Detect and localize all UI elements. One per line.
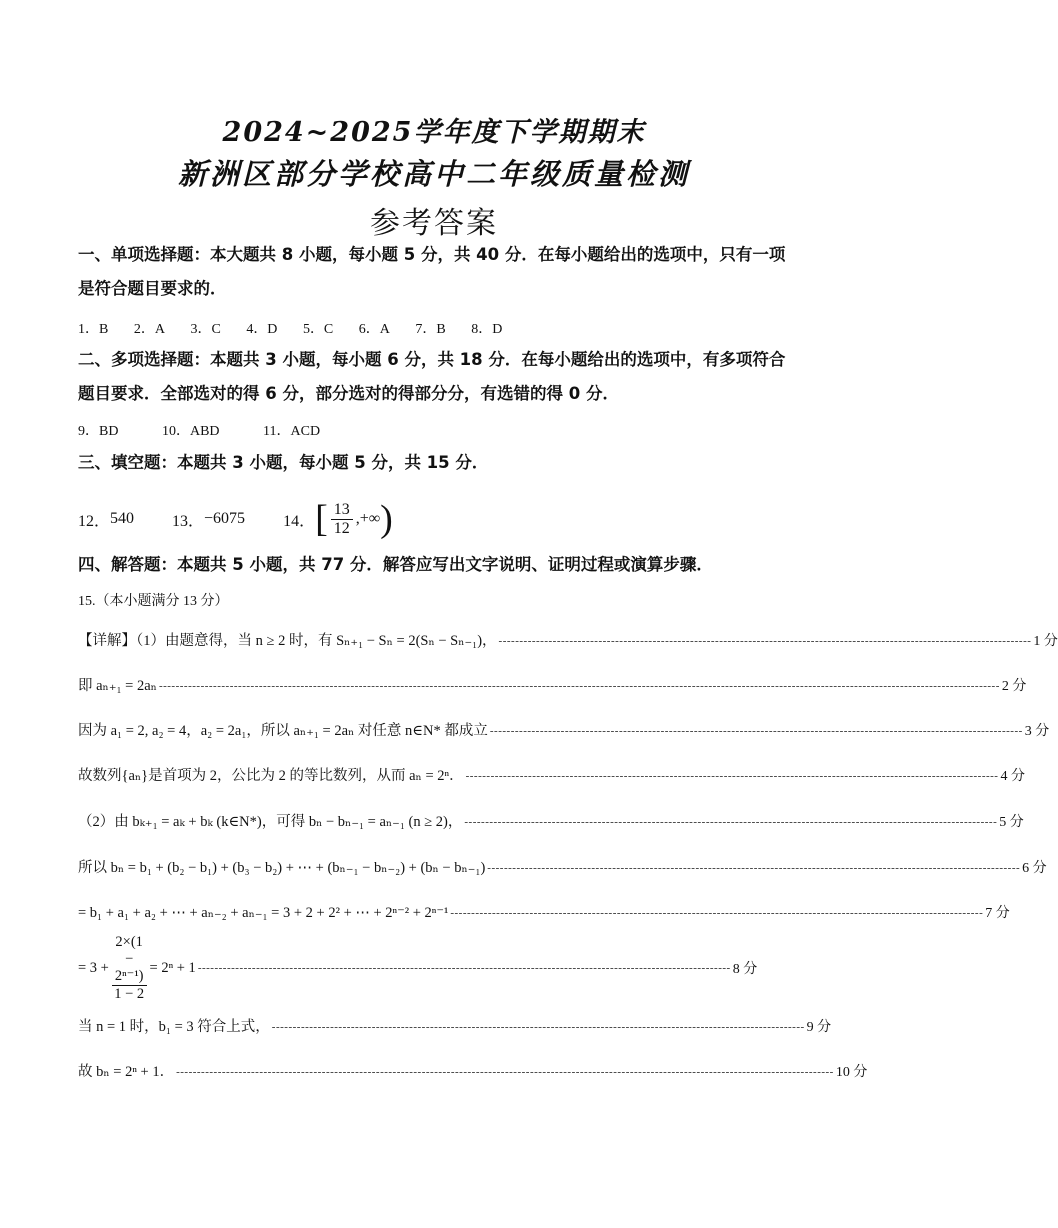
answer-14-denominator: 12 xyxy=(333,519,350,537)
solution-step-1 xyxy=(78,628,1058,650)
answer-14-label: 14． xyxy=(283,512,316,530)
section4-heading: 四、解答题：本题共 5 小题，共 77 分．解答应写出文字说明、证明过程或演算步骤． xyxy=(78,555,713,574)
step-text: 即 aₙ₊₁ = 2aₙ xyxy=(78,678,157,694)
step-score: 9 分 xyxy=(806,1020,832,1035)
answer-11: 11．ACD xyxy=(263,424,321,439)
step-text: = b₁ + a₁ + a₂ + ⋯ + aₙ₋₂ + aₙ₋₁ = 3 + 2 + 2² + ⋯ + 2ⁿ⁻² + 2ⁿ⁻¹ xyxy=(78,905,449,921)
answer-5: 5．C xyxy=(302,322,334,337)
step-score: 2 分 xyxy=(1001,679,1027,694)
step-text: 当 n = 1 时，b₁ = 3 符合上式， xyxy=(78,1019,270,1035)
solution-step-6 xyxy=(78,855,1047,877)
answer-7: 7．B xyxy=(415,322,446,337)
fraction-denominator: 1 − 2 xyxy=(114,985,145,1002)
section3-answers xyxy=(78,500,393,538)
solution-step-4 xyxy=(78,763,1025,785)
step-score: 5 分 xyxy=(999,815,1024,830)
answer-4: 4．D xyxy=(246,322,278,337)
leader-dashes: -------------------------------------------------------------------------------------------------------------------------------- xyxy=(271,1021,805,1033)
left-bracket-icon: [ xyxy=(315,498,328,540)
step-text: 因为 a₁ = 2, a₂ = 4，a₂ = 2a₁，所以 aₙ₊₁ = 2aₙ 对任意 n∈N* 都成立 xyxy=(78,723,488,739)
answer-3: 3．C xyxy=(190,322,221,337)
answer-13-label: 13． xyxy=(172,512,205,530)
answer-14-fraction xyxy=(331,501,353,538)
step-text: （2）由 bₖ₊₁ = aₖ + bₖ (k∈N*)，可得 bₙ − bₙ₋₁ = aₙ₋₁ (n ≥ 2)， xyxy=(78,814,463,830)
step-score: 1 分 xyxy=(1033,634,1058,649)
step-score: 4 分 xyxy=(1000,769,1025,784)
step-text: 所以 bₙ = b₁ + (b₂ − b₁) + (b₃ − b₂) + ⋯ + (bₙ₋₁ − bₙ₋₂) + (bₙ − bₙ₋₁) xyxy=(78,860,486,876)
solution-step-7 xyxy=(78,900,1010,922)
leader-dashes: -------------------------------------------------------------------------------------------------------------------------------- xyxy=(450,907,984,919)
section3-heading: 三、填空题：本题共 3 小题，每小题 5 分，共 15 分． xyxy=(78,453,489,472)
step-score: 8 分 xyxy=(732,962,758,977)
answer-12: 540 xyxy=(110,510,135,527)
step-score: 10 分 xyxy=(835,1065,868,1080)
fraction-numerator: 2×(1 − 2ⁿ⁻¹) xyxy=(112,934,147,986)
solution-step-5 xyxy=(78,809,1024,831)
step-fraction xyxy=(112,934,147,1003)
answer-8: 8．D xyxy=(471,322,503,337)
question-15-title: 15.（本小题满分 13 分） xyxy=(78,594,229,609)
solution-step-10 xyxy=(78,1059,868,1081)
answer-2: 2．A xyxy=(133,322,165,337)
section2-answers xyxy=(78,420,342,440)
answer-14-numerator: 13 xyxy=(331,501,353,520)
section1-answers xyxy=(78,318,524,338)
solution-step-3 xyxy=(78,718,1050,740)
title-line-2: 新洲区部分学校高中二年级质量检测 xyxy=(177,157,690,191)
step-score: 7 分 xyxy=(985,906,1010,921)
answer-1: 1．B xyxy=(78,322,109,337)
leader-dashes: ---------------------------------------------------------------------------------------------------------------------------------------------------------------------------------------------------------- xyxy=(158,680,1000,692)
title-answer-key: 参考答案 xyxy=(370,206,498,241)
answer-10: 10．ABD xyxy=(161,424,220,439)
step-text: 【详解】（1）由题意得，当 n ≥ 2 时，有 Sₙ₊₁ − Sₙ = 2(Sₙ − Sₙ₋₁)， xyxy=(78,633,497,649)
step-score: 6 分 xyxy=(1022,861,1047,876)
step-score: 3 分 xyxy=(1024,724,1050,739)
leader-dashes: -------------------------------------------------------------------------------------------------------------------------------- xyxy=(487,862,1021,874)
solution-step-2 xyxy=(78,673,1027,695)
solution-step-8 xyxy=(78,933,758,1002)
leader-dashes: -------------------------------------------------------------------------------------------------------------------------------- xyxy=(464,816,998,828)
right-paren-icon: ) xyxy=(380,498,393,540)
section1-heading: 一、单项选择题：本大题共 8 小题，每小题 5 分，共 40 分．在每小题给出的选项中，只有一项是符合题目要求的． xyxy=(78,245,786,298)
answer-6: 6．A xyxy=(358,322,390,337)
answer-13: −6075 xyxy=(204,510,246,527)
answer-12-label: 12． xyxy=(78,512,111,530)
leader-dashes: -------------------------------------------------------------------------------------------------------------------------------- xyxy=(197,962,731,974)
title-line-1: 2024~2025学年度下学期期末 xyxy=(222,117,646,148)
leader-dashes: -------------------------------------------------------------------------------------------------------------------------------------------------------------- xyxy=(176,1066,834,1078)
leader-dashes: -------------------------------------------------------------------------------------------------------------------------------- xyxy=(465,770,999,782)
leader-dashes: -------------------------------------------------------------------------------------------------------------------------------- xyxy=(489,725,1023,737)
step-text: 故数列{aₙ}是首项为 2，公比为 2 的等比数列，从而 aₙ = 2ⁿ． xyxy=(78,768,464,784)
step-text-pre: = 3 + xyxy=(78,959,109,976)
section2-heading: 二、多项选择题：本题共 3 小题，每小题 6 分，共 18 分．在每小题给出的选项中，有多项符合题目要求．全部选对的得 6 分，部分选对的得部分分，有选错的得 0 分． xyxy=(78,350,786,403)
leader-dashes: -------------------------------------------------------------------------------------------------------------------------------- xyxy=(498,635,1032,647)
solution-step-9 xyxy=(78,1014,832,1036)
answer-9: 9．BD xyxy=(78,424,119,439)
step-text: 故 bₙ = 2ⁿ + 1． xyxy=(78,1064,175,1080)
answer-14-tail: ,+∞ xyxy=(355,510,381,527)
step-text-post: = 2ⁿ + 1 xyxy=(149,959,196,976)
